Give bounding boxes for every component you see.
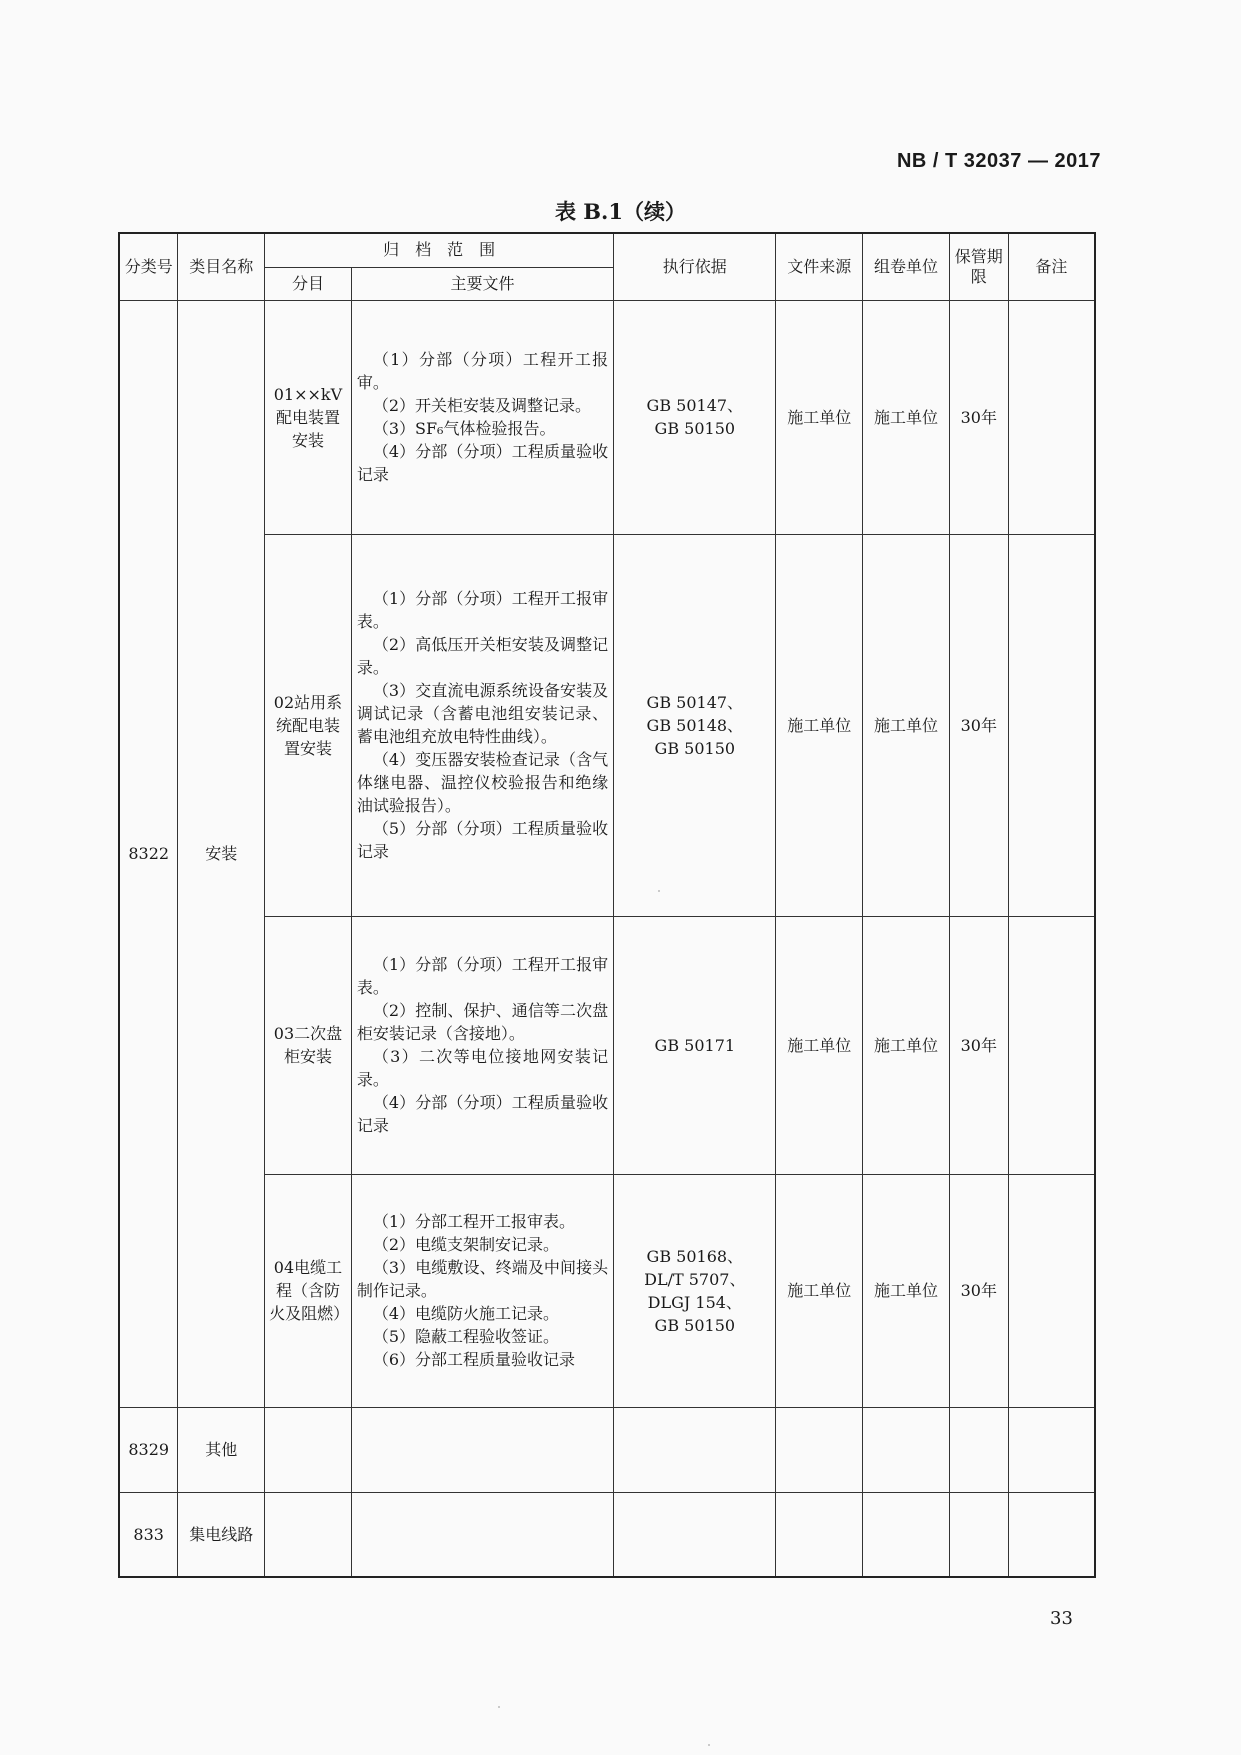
document-item: （2）控制、保护、通信等二次盘柜安装记录（含接地）。: [356, 1001, 609, 1043]
main-documents-cell: [351, 1492, 613, 1577]
retention-cell: [949, 1492, 1008, 1577]
basis-item: GB 50150: [654, 1315, 736, 1335]
document-item: （1）分部（分项）工程开工报审。: [356, 350, 609, 392]
retention-cell: 30年: [949, 916, 1008, 1174]
class-code-cell: 8322: [119, 300, 178, 1407]
scan-speck: [498, 1706, 500, 1708]
scan-speck: [658, 890, 660, 892]
remarks-cell: [1008, 1407, 1095, 1492]
main-documents-cell: [351, 300, 613, 534]
retention-cell: 30年: [949, 534, 1008, 916]
basis-cell: [614, 534, 776, 916]
table-row: [119, 1407, 1095, 1492]
document-item: （6）分部工程质量验收记录: [372, 1350, 575, 1369]
source-cell: 施工单位: [776, 300, 863, 534]
class-code-cell: 833: [119, 1492, 178, 1577]
remarks-cell: [1008, 534, 1095, 916]
remarks-cell: [1008, 916, 1095, 1174]
document-item: （4）电缆防火施工记录。: [372, 1304, 559, 1323]
category-name-cell: 集电线路: [178, 1492, 265, 1577]
filing-unit-cell: 施工单位: [863, 1174, 950, 1407]
header-archive-scope: 归 档 范 围: [265, 233, 614, 267]
basis-cell: [614, 300, 776, 534]
basis-item: DLGJ 154、: [647, 1292, 742, 1312]
header-subcategory: 分目: [265, 267, 352, 300]
table-row: [119, 300, 1095, 534]
document-item: （3）电缆敷设、终端及中间接头制作记录。: [356, 1258, 609, 1300]
subcategory-cell: 02站用系统配电装置安装: [265, 534, 352, 916]
basis-item: GB 50148、: [646, 715, 744, 735]
document-item: （2）高低压开关柜安装及调整记录。: [356, 635, 609, 677]
standard-code: NB / T 32037 — 2017: [896, 150, 1101, 172]
subcategory-cell: 04电缆工程（含防火及阻燃）: [265, 1174, 352, 1407]
subcategory-cell: 01××kV配电装置安装: [265, 300, 352, 534]
header-category-name: 类目名称: [178, 233, 265, 300]
scan-speck: [708, 1744, 710, 1746]
document-item: （3）二次等电位接地网安装记录。: [356, 1047, 609, 1089]
basis-item: GB 50150: [654, 419, 736, 438]
basis-item: GB 50150: [654, 738, 736, 758]
header-source: 文件来源: [776, 233, 863, 300]
basis-cell: [614, 916, 776, 1174]
source-cell: 施工单位: [776, 534, 863, 916]
basis-item: GB 50168、: [646, 1246, 744, 1266]
source-cell: 施工单位: [776, 916, 863, 1174]
document-item: （3）交直流电源系统设备安装及调试记录（含蓄电池组安装记录、蓄电池组充放电特性曲线）。: [356, 681, 609, 746]
document-item: （4）分部（分项）工程质量验收记录: [356, 442, 609, 484]
remarks-cell: [1008, 1174, 1095, 1407]
header-remarks: 备注: [1008, 233, 1095, 300]
main-documents-cell: [351, 534, 613, 916]
basis-item: GB 50147、: [646, 692, 744, 712]
filing-unit-cell: 施工单位: [863, 534, 950, 916]
retention-cell: 30年: [949, 300, 1008, 534]
source-cell: 施工单位: [776, 1174, 863, 1407]
header-filing-unit: 组卷单位: [863, 233, 950, 300]
filing-unit-cell: [863, 1407, 950, 1492]
basis-cell: [614, 1174, 776, 1407]
category-name-cell: 其他: [178, 1407, 265, 1492]
table-row: [119, 916, 1095, 1174]
main-documents-cell: [351, 916, 613, 1174]
basis-cell: [614, 1492, 776, 1577]
filing-unit-cell: 施工单位: [863, 916, 950, 1174]
document-item: （1）分部（分项）工程开工报审表。: [356, 589, 609, 631]
document-item: （1）分部工程开工报审表。: [372, 1212, 575, 1231]
class-code-cell: 8329: [119, 1407, 178, 1492]
basis-cell: [614, 1407, 776, 1492]
document-item: （3）SF₆气体检验报告。: [372, 419, 556, 438]
document-item: （2）开关柜安装及调整记录。: [372, 396, 591, 415]
page-number: 33: [1050, 1608, 1073, 1629]
table-row: [119, 534, 1095, 916]
remarks-cell: [1008, 300, 1095, 534]
document-item: （4）分部（分项）工程质量验收记录: [356, 1093, 609, 1135]
document-item: （2）电缆支架制安记录。: [372, 1235, 559, 1254]
remarks-cell: [1008, 1492, 1095, 1577]
header-retention: 保管期限: [949, 233, 1008, 300]
basis-item: GB 50171: [654, 1035, 736, 1055]
archive-table: [118, 232, 1096, 1578]
retention-cell: [949, 1407, 1008, 1492]
document-item: （5）隐蔽工程验收签证。: [372, 1327, 559, 1346]
table-row: [119, 1492, 1095, 1577]
filing-unit-cell: [863, 1492, 950, 1577]
header-basis: 执行依据: [614, 233, 776, 300]
table-title: 表 B.1（续）: [555, 199, 686, 224]
basis-item: GB 50147、: [646, 396, 744, 415]
subcategory-cell: 03二次盘柜安装: [265, 916, 352, 1174]
document-item: （5）分部（分项）工程质量验收记录: [356, 819, 609, 861]
header-main-documents: 主要文件: [351, 267, 613, 300]
basis-item: DL/T 5707、: [644, 1269, 746, 1289]
source-cell: [776, 1492, 863, 1577]
category-name-cell: 安装: [178, 300, 265, 1407]
source-cell: [776, 1407, 863, 1492]
subcategory-cell: [265, 1407, 352, 1492]
main-documents-cell: [351, 1407, 613, 1492]
filing-unit-cell: 施工单位: [863, 300, 950, 534]
header-class-no: 分类号: [119, 233, 178, 300]
document-item: （1）分部（分项）工程开工报审表。: [356, 955, 609, 997]
retention-cell: 30年: [949, 1174, 1008, 1407]
table-row: [119, 1174, 1095, 1407]
main-documents-cell: [351, 1174, 613, 1407]
document-item: （4）变压器安装检查记录（含气体继电器、温控仪校验报告和绝缘油试验报告）。: [356, 750, 609, 815]
subcategory-cell: [265, 1492, 352, 1577]
